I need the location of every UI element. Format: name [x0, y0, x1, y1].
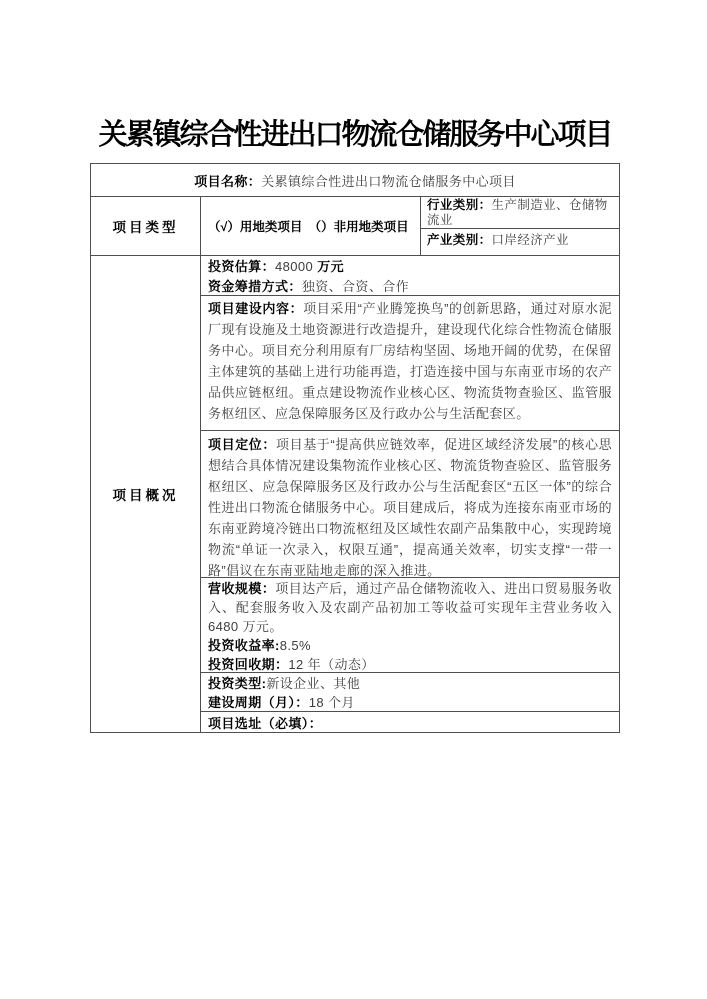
row-project-name	[91, 164, 619, 197]
project-type-options: （√）用地类项目 （）非用地类项目	[201, 197, 421, 255]
document-title: 关累镇综合性进出口物流仓储服务中心项目	[98, 119, 612, 151]
roi-label: 投资收益率:	[208, 638, 280, 653]
investment-estimate-value: 48000	[275, 259, 318, 274]
invest-type-value: 新设企业、其他	[266, 676, 361, 691]
project-type-categories	[421, 197, 619, 255]
sector-category-label: 产业类别：	[427, 233, 492, 247]
project-positioning-cell	[201, 431, 619, 578]
project-name-label: 项目名称：	[194, 173, 262, 189]
project-overview-content	[201, 256, 619, 732]
construction-content-cell	[201, 296, 619, 431]
funding-method-value: 独资、合资、合作	[301, 278, 410, 294]
construction-period-value: 18 个月	[308, 695, 355, 710]
project-name-value: 关累镇综合性进出口物流仓储服务中心项目	[261, 173, 516, 189]
invest-type-line	[208, 674, 612, 693]
row-project-overview	[91, 256, 619, 732]
site-selection-cell	[201, 712, 619, 732]
site-selection-label: 项目选址（必填）：	[208, 715, 323, 731]
construction-period-line	[208, 693, 612, 712]
investment-estimate-unit: 万元	[317, 259, 344, 274]
project-overview-header: 项目概况	[91, 256, 201, 732]
construction-content-label: 项目建设内容：	[208, 301, 304, 316]
construction-content-value: 项目采用“产业腾笼换鸟”的创新思路，通过对原水泥厂现有设施及土地资源进行改造提升，建设现代化综合性物流仓储服务中心。项目充分利用原有厂房结构坚固、场地开阔的优势，在保留主体建筑的基础上进行功能再造，打造连接中国与东南亚市场的农产品供应链枢纽。重点建设物流作业核心区、物流货物查验区、监管服务枢纽区、应急保障服务区及行政办公与生活配套区。	[208, 301, 612, 421]
revenue-scale-paragraph	[208, 579, 612, 636]
payback-period-line	[208, 655, 612, 673]
roi-line	[208, 636, 612, 655]
sector-category-cell	[421, 229, 619, 255]
funding-method-label: 资金筹措方式：	[208, 278, 302, 294]
project-type-header: 项目类型	[91, 197, 201, 255]
roi-value: 8.5%	[279, 638, 311, 653]
construction-period-label: 建设周期（月）：	[208, 695, 309, 710]
investment-estimate-line	[208, 257, 612, 277]
investment-funding-cell	[201, 256, 619, 296]
row-project-type	[91, 197, 619, 256]
revenue-scale-label: 营收规模：	[208, 581, 276, 596]
funding-method-line	[208, 277, 612, 297]
revenue-roi-cell	[201, 578, 619, 673]
project-positioning-label: 项目定位：	[208, 437, 276, 452]
sector-category-value: 口岸经济产业	[491, 233, 569, 247]
industry-category-label: 行业类别：	[427, 198, 492, 212]
industry-category-value: 生产制造业、仓储物流业	[427, 198, 608, 227]
project-positioning-value: 项目基于“提高供应链效率，促进区域经济发展”的核心思想结合具体情况建设集物流作业核心区、物流货物查验区、监管服务枢纽区、应急保障服务区及行政办公与生活配套区“五区一体”的综合性进出口物流仓储服务中心。项目建成后，将成为连接东南亚市场的东南亚跨境冷链出口物流枢纽及区域性农副产品集散中心，实现跨境物流“单证一次录入，权限互通”，提高通关效率，切实支撑“一带一路”倡议在东南亚陆地走廊的深入推进。	[208, 437, 612, 578]
invest-type-period-cell	[201, 673, 619, 712]
industry-category-cell	[421, 197, 619, 229]
project-form-table	[90, 163, 620, 733]
payback-period-label: 投资回收期：	[208, 657, 289, 672]
revenue-scale-value: 项目达产后，通过产品仓储物流收入、进出口贸易服务收入、配套服务收入及农副产品初加工等收益可实现年主营业务收入 6480 万元。	[208, 581, 612, 634]
payback-period-value: 12 年（动态）	[288, 657, 375, 672]
investment-estimate-label: 投资估算：	[208, 259, 276, 274]
invest-type-label: 投资类型:	[208, 676, 267, 691]
